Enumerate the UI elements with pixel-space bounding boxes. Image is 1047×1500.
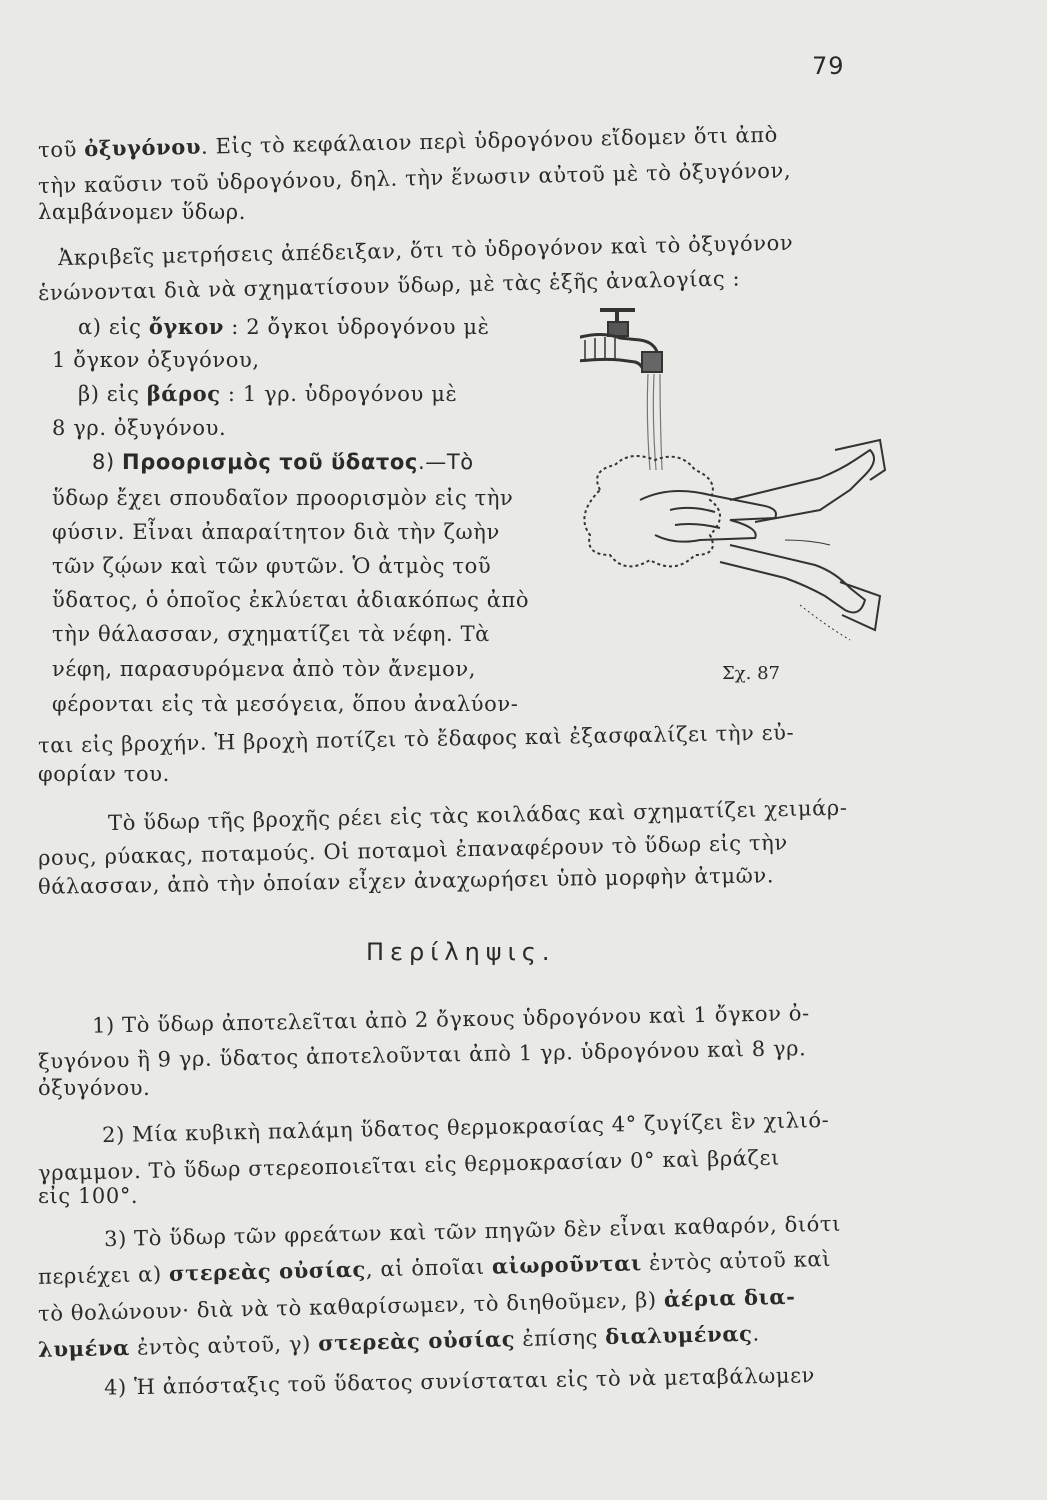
text-line: 2) Μία κυβικὴ παλάμη ὕδατος θερμοκρασίας 4° ζυγίζει ἓν χιλιό- xyxy=(101,1107,830,1148)
faucet-hands-illustration xyxy=(580,300,900,660)
text-line: ὕδωρ ἔχει σπουδαῖον προορισμὸν εἰς τὴν xyxy=(52,486,514,510)
text-line: 8 γρ. ὀξυγόνου. xyxy=(52,416,227,440)
text-line: τῶν ζῴων καὶ τῶν φυτῶν. Ὁ ἀτμὸς τοῦ xyxy=(52,554,492,578)
text-line: τοῦ ὀξυγόνου. Εἰς τὸ κεφάλαιον περὶ ὑδρογόνου εἴδομεν ὅτι ἀπὸ xyxy=(37,122,779,163)
text-line: τὴν θάλασσαν, σχηματίζει τὰ νέφη. Τὰ xyxy=(52,622,490,646)
text-line: Ἀκριβεῖς μετρήσεις ἀπέδειξαν, ὅτι τὸ ὑδρογόνον καὶ τὸ ὀξυγόνον xyxy=(57,230,794,271)
text-line: Τὸ ὕδωρ τῆς βροχῆς ρέει εἰς τὰς κοιλάδας καὶ σχηματίζει χειμάρ- xyxy=(107,795,848,836)
text-line: εἰς 100°. xyxy=(38,1184,139,1208)
summary-heading: Περίληψις. xyxy=(366,938,556,966)
section-heading: 8) Προορισμὸς τοῦ ὕδατος.—Τὸ xyxy=(92,450,474,474)
text-line: ἑνώνονται διὰ νὰ σχηματίσουν ὕδωρ, μὲ τὰς ἑξῆς ἀναλογίας : xyxy=(37,266,741,306)
figure-caption: Σχ. 87 xyxy=(722,663,780,684)
text-line: 4) Ἡ ἀπόσταξις τοῦ ὕδατος συνίσταται εἰς τὸ νὰ μεταβάλωμεν xyxy=(103,1363,816,1400)
text-line: νέφη, παρασυρόμενα ἀπὸ τὸν ἄνεμον, xyxy=(52,657,476,681)
text-line: φύσιν. Εἶναι ἀπαραίτητον διὰ τὴν ζωὴν xyxy=(52,520,500,544)
page-number: 79 xyxy=(812,52,845,80)
text-line: 1 ὄγκον ὀξυγόνου, xyxy=(52,348,260,372)
text-line: τὴν καῦσιν τοῦ ὑδρογόνου, δηλ. τὴν ἕνωσιν αὐτοῦ μὲ τὸ ὀξυγόνον, xyxy=(37,158,792,199)
text-line: λυμένα ἐντὸς αὐτοῦ, γ) στερεὰς οὐσίας ἐπίσης διαλυμένας. xyxy=(37,1320,760,1362)
text-line: γραμμον. Τὸ ὕδωρ στερεοποιεῖται εἰς θερμοκρασίαν 0° καὶ βράζει xyxy=(37,1145,781,1186)
text-line: φορίαν του. xyxy=(38,762,170,786)
text-line: ὕδατος, ὁ ὁποῖος ἐκλύεται ἀδιακόπως ἀπὸ xyxy=(52,588,530,612)
text-line: περιέχει α) στερεὰς οὐσίας, αἱ ὁποῖαι αἰωροῦνται ἐντὸς αὐτοῦ καὶ xyxy=(37,1246,832,1289)
text-line: β) εἰς βάρος : 1 γρ. ὑδρογόνου μὲ xyxy=(78,381,458,406)
text-line: ξυγόνου ἢ 9 γρ. ὕδατος ἀποτελοῦνται ἀπὸ 1 γρ. ὑδρογόνου καὶ 8 γρ. xyxy=(37,1036,807,1074)
text-line: ται εἰς βροχήν. Ἡ βροχὴ ποτίζει τὸ ἔδαφος καὶ ἐξασφαλίζει τὴν εὐ- xyxy=(37,720,795,758)
text-line: α) εἰς ὄγκον : 2 ὄγκοι ὑδρογόνου μὲ xyxy=(78,314,490,339)
text-line: τὸ θολώνουν· διὰ νὰ τὸ καθαρίσωμεν, τὸ διηθοῦμεν, β) ἀέρια δια- xyxy=(37,1283,796,1326)
text-line: φέρονται εἰς τὰ μεσόγεια, ὅπου ἀναλύον- xyxy=(52,692,519,716)
text-line: 1) Τὸ ὕδωρ ἀποτελεῖται ἀπὸ 2 ὄγκους ὑδρογόνου καὶ 1 ὄγκον ὀ- xyxy=(91,1001,810,1038)
text-line: 3) Τὸ ὕδωρ τῶν φρεάτων καὶ τῶν πηγῶν δὲν εἶναι καθαρόν, διότι xyxy=(103,1211,842,1252)
text-line: ὀξυγόνου. xyxy=(38,1076,151,1100)
text-line: λαμβάνομεν ὕδωρ. xyxy=(38,200,246,224)
text-line: ρους, ρύακας, ποταμούς. Οἱ ποταμοὶ ἐπαναφέρουν τὸ ὕδωρ εἰς τὴν xyxy=(37,830,788,871)
text-line: θάλασσαν, ἀπὸ τὴν ὁποίαν εἶχεν ἀναχωρήσει ὑπὸ μορφὴν ἀτμῶν. xyxy=(37,863,775,899)
